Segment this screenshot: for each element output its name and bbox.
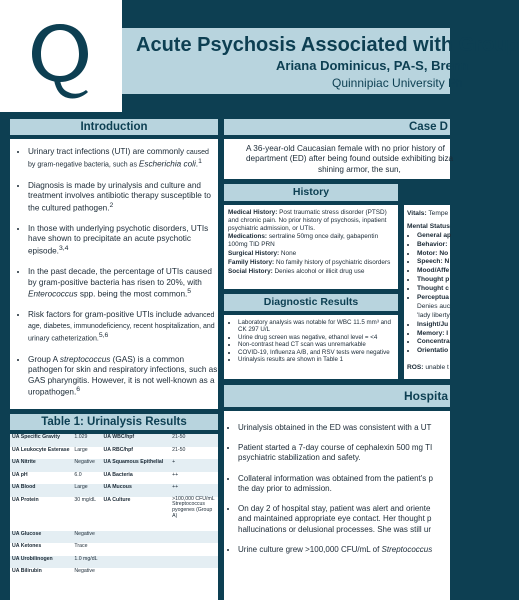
table1-heading: Table 1: Urinalysis Results <box>10 414 218 430</box>
table1-panel <box>10 434 218 600</box>
table-cell: ++ <box>172 471 179 478</box>
intro-panel <box>10 139 218 409</box>
poster-title: Acute Psychosis Associated with Group <box>136 34 519 56</box>
history-item: Surgical History: None <box>228 250 297 258</box>
hospital-bullet <box>238 423 450 433</box>
urinalysis-table <box>10 434 218 581</box>
hospital-bullet-line: • Patient started a 7-day course of cephalexin 500 mg TI <box>238 443 433 453</box>
table-cell: Large <box>72 484 101 497</box>
table-row <box>10 556 218 569</box>
history-heading: History <box>224 184 398 201</box>
vitals-panel <box>404 205 450 379</box>
ros-line: ROS: unable t <box>407 364 449 372</box>
table-cell <box>102 556 171 569</box>
intro-bullet: • Group A streptococcus (GAS) is a common pathogen for skin and respiratory infections, such as GAS pharyngitis. However, it is not well-known as a uropathogen.$^6$ <box>28 355 218 399</box>
history-item: Social History: Denies alcohol or illicit drug use <box>228 267 365 275</box>
hospital-bullet-line: • On day 2 of hospital stay, patient was alert and oriente <box>238 504 431 514</box>
case-line: A 36-year-old Caucasian female with no prior history of <box>246 144 445 153</box>
hospital-panel <box>224 411 450 600</box>
diagnostic-bullet: • Urine drug screen was negative, ethanol level = <4 <box>238 334 394 341</box>
hospital-heading-text: Hospita <box>403 389 448 403</box>
table-cell: UA Nitrite <box>10 459 72 472</box>
table-row <box>10 497 218 531</box>
table-cell: ++ <box>170 484 218 497</box>
history-item: Family History: No family history of psychiatric disorders <box>228 258 391 266</box>
mental-status-item: • Mood/Affe <box>417 267 450 276</box>
table-row <box>10 459 218 472</box>
case-line: shining armor, the sun, <box>318 164 401 174</box>
intro-bullet: • In those with underlying psychotic disorders, UTIs have shown to precipitate an acute psychotic episode.$^{3,4}$ <box>28 224 218 257</box>
table-row <box>10 472 218 485</box>
table-cell <box>170 568 218 581</box>
mental-status-item: • Thought c <box>417 285 450 294</box>
table-cell: Trace <box>74 543 88 549</box>
table-cell <box>170 531 218 544</box>
table-cell: + <box>170 459 218 472</box>
case-panel <box>224 139 454 179</box>
table-cell: UA Protein <box>12 496 39 503</box>
table-cell: UA Urobilinogen <box>10 556 72 569</box>
history-panel <box>224 205 398 289</box>
table-cell: 1.0 mg/dL <box>72 556 101 569</box>
table-row <box>10 434 218 447</box>
hospital-bullet-line: • Collateral information was obtained from the patient's p <box>238 473 433 483</box>
table-cell: UA Blood <box>10 484 72 497</box>
table-cell: 1.029 <box>72 434 101 447</box>
table-cell <box>102 531 171 544</box>
hospital-bullet <box>238 545 450 555</box>
table-cell: 21-50 <box>172 446 186 453</box>
table-cell: UA Bilirubin <box>12 568 42 574</box>
hospital-bullet <box>238 474 450 494</box>
table-cell: UA Bacteria <box>103 471 133 478</box>
hospital-bullet-line: the day prior to admission. <box>238 483 332 493</box>
history-item: Medications: sertraline 50mg once daily, gabapentin 100mg TID PRN <box>228 233 379 249</box>
diagnostic-bullet: • Non-contrast head CT scan was unremarkable <box>238 341 394 348</box>
vitals-line: Vitals: Tempe <box>407 210 449 217</box>
table-cell: 30 mg/dL <box>74 496 97 503</box>
table-row <box>10 568 218 581</box>
table-cell: UA Squamous Epithelial <box>102 459 171 472</box>
hospital-bullet-line: • Urine culture grew >100,000 CFU/mL of Streptococcus <box>238 544 433 554</box>
table-cell: Negative <box>72 531 101 544</box>
hospital-bullet-line: hallucinations or delusional processes. She was still ur <box>238 524 431 534</box>
table-cell <box>170 556 218 569</box>
table-cell <box>102 543 171 556</box>
table-cell: UA Specific Gravity <box>10 434 72 447</box>
mental-status-item: • Perceptua <box>417 294 450 303</box>
table-cell: UA Glucose <box>10 531 72 544</box>
hospital-bullet <box>238 443 450 463</box>
case-heading-text: Case D <box>409 121 448 133</box>
table-cell: UA Leukocyte Esterase <box>12 446 70 453</box>
table-cell: UA WBC/hpf <box>102 434 171 447</box>
mental-status-item: • Behavior: <box>417 241 450 250</box>
diagnostic-bullet: • Laboratory analysis was notable for WBC 11.5 mm³ and CK 297 U/L <box>238 319 394 334</box>
table-cell: 21-50 <box>170 434 218 447</box>
table-cell: UA pH <box>12 471 28 478</box>
table-cell: 6.0 <box>74 471 82 478</box>
table-cell: UA Culture <box>103 496 131 503</box>
table-cell <box>170 543 218 556</box>
mental-status-item: • Thought p <box>417 276 450 285</box>
intro-bullet: • Risk factors for gram-positive UTIs include advanced age, diabetes, immunodeficiency, recent hospitalization, and urinary catheterization.$^{5,6}$ <box>28 310 218 345</box>
hospital-bullet <box>238 504 450 535</box>
table-cell: UA RBC/hpf <box>103 446 133 453</box>
perception-detail: 'lady liberty <box>417 311 450 319</box>
intro-heading: Introduction <box>10 119 218 135</box>
mental-status-item: • General ap <box>417 232 450 241</box>
mental-status-item: • Insight/Ju <box>417 321 450 330</box>
diagnostic-bullet: • COVID-19, Influenza A/B, and RSV tests were negative <box>238 349 394 356</box>
mental-status-item: • Orientatio <box>417 347 450 356</box>
title-banner <box>122 28 519 94</box>
mental-status-item: • Motor: No <box>417 250 450 259</box>
diagnostic-heading: Diagnostic Results <box>224 294 398 311</box>
table-cell: >100,000 CFU/mL Streptococcus pyogenes (Group A) <box>172 495 215 520</box>
table-row <box>10 543 218 556</box>
table-cell <box>102 568 171 581</box>
diagnostic-bullet: • Urinalysis results are shown in Table 1 <box>238 356 394 363</box>
table-row <box>10 484 218 497</box>
diagnostic-panel <box>224 315 398 379</box>
case-heading <box>224 119 450 135</box>
mental-status-label: Mental Status <box>407 222 450 230</box>
table-cell: Large <box>74 446 88 453</box>
intro-bullet: • Diagnosis is made by urinalysis and culture and treatment involves antibiotic therapy susceptible to the cultured pathogen.$^2$ <box>28 181 218 214</box>
logo-panel <box>0 0 122 112</box>
history-item: Medical History: Post traumatic stress disorder (PTSD) and chronic pain. No prior history of psychosis, inpatient psychiatric admission, or UTIs. <box>228 209 387 232</box>
table-cell: UA Ketones <box>12 543 42 549</box>
poster-authors: Ariana Dominicus, PA-S, Brenn <box>276 58 469 73</box>
table-row <box>10 531 218 544</box>
hospital-bullet-line: • Urinalysis obtained in the ED was consistent with a UT <box>238 423 432 432</box>
mental-status-item: • Memory: I <box>417 330 450 339</box>
poster-affiliation: Quinnipiac University Ph <box>332 76 463 90</box>
case-line: department (ED) after being found outside exhibiting biza <box>246 154 454 164</box>
intro-bullet: • Urinary tract infections (UTI) are commonly caused by gram-negative bacteria, such as Escherichia coli.$^1$ <box>28 147 218 171</box>
perception-detail: Denies auc <box>417 302 450 310</box>
quinnipiac-q-logo <box>26 20 94 104</box>
hospital-bullet-line: psychiatric stabilization and safety. <box>238 453 361 463</box>
table-cell: Negative <box>74 568 95 574</box>
hospital-heading <box>224 385 450 407</box>
hospital-bullet-line: and maintained appropriate eye contact. Her thought p <box>238 514 432 524</box>
table-cell: Negative <box>72 459 101 472</box>
table-cell: UA Mucous <box>102 484 171 497</box>
table-row <box>10 447 218 460</box>
mental-status-item: • Speech: N <box>417 258 450 267</box>
mental-status-item: • Concentra <box>417 338 450 347</box>
intro-bullet: • In the past decade, the percentage of UTIs caused by gram-positive bacteria has risen to 20%, with Enterococcus spp. being the most common.$^5$ <box>28 267 218 300</box>
